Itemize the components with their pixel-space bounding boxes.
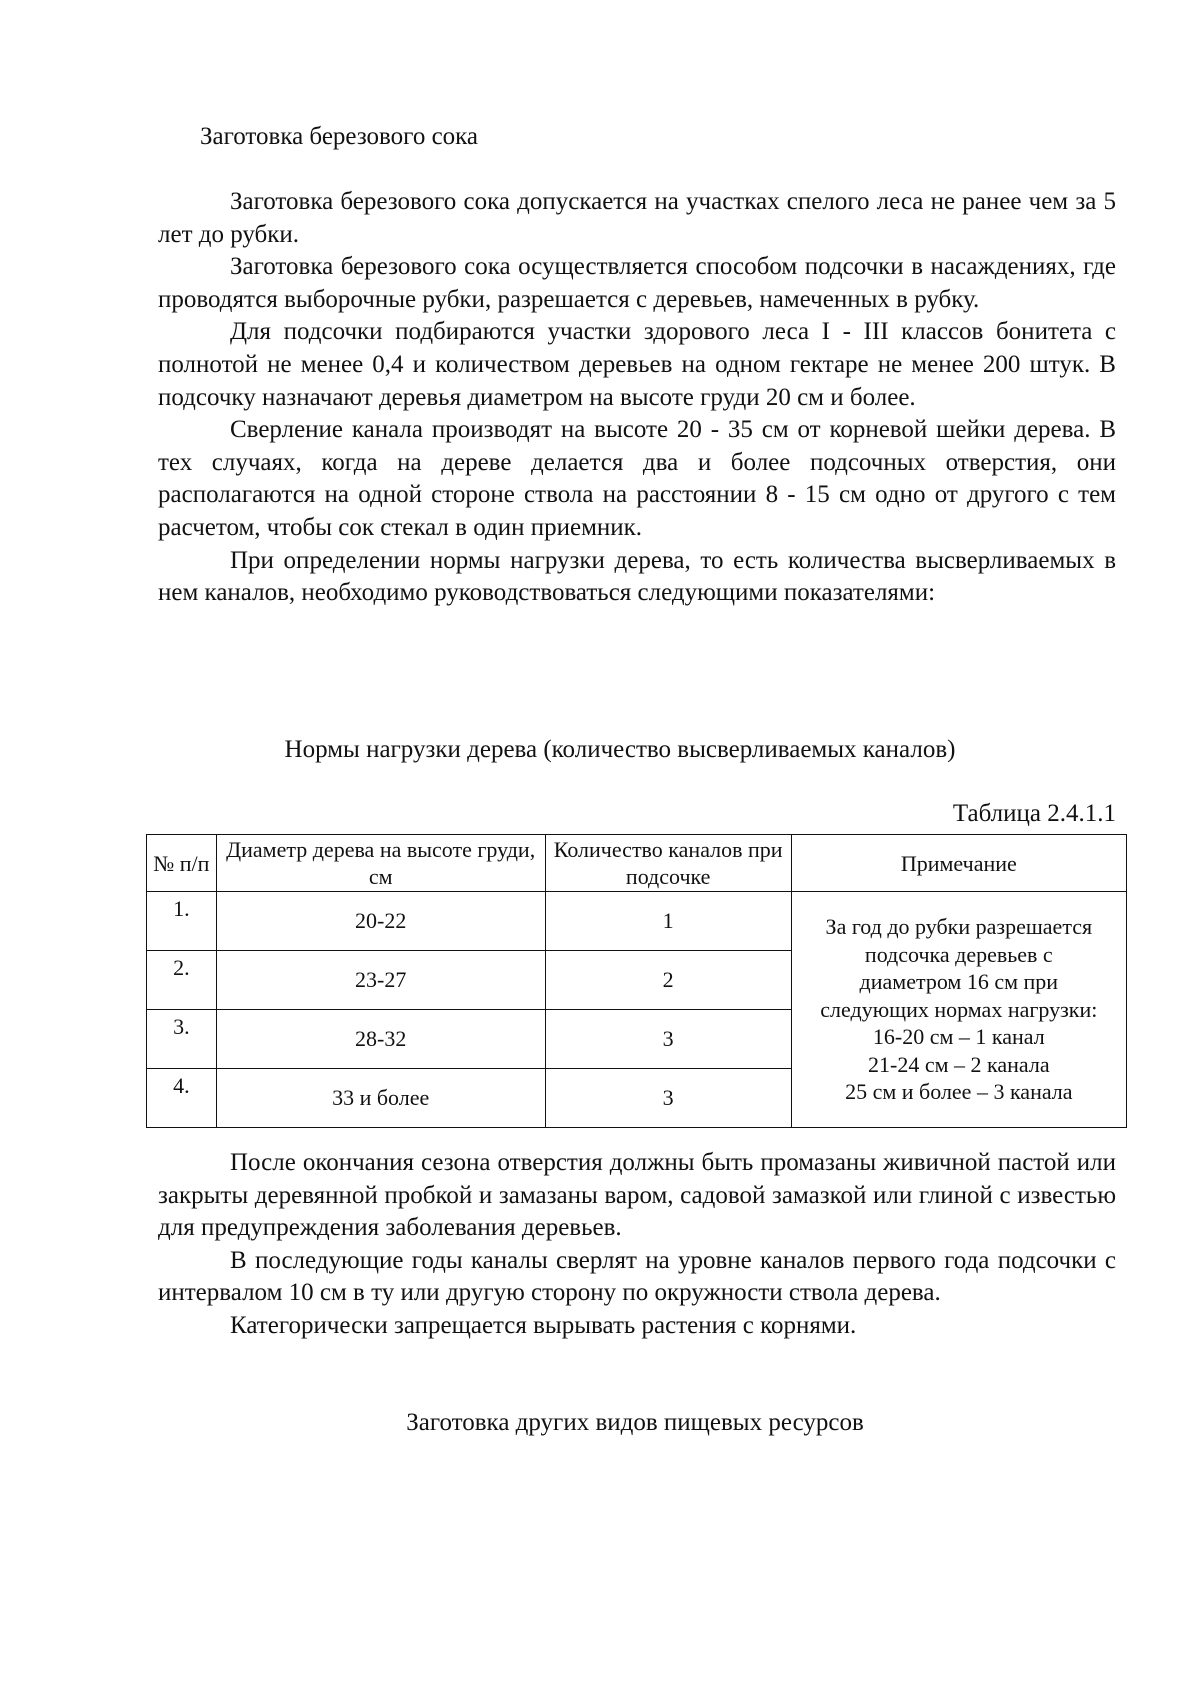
paragraph: В последующие годы каналы сверлят на уровне каналов первого года подсочки с интервалом 10 см в ту или другую сторону по окружности ствола дерева. xyxy=(158,1246,1116,1307)
section-title: Заготовка березового сока xyxy=(200,123,479,150)
paragraph: Заготовка березового сока допускается на участках спелого леса не ранее чем за 5 лет до рубки. xyxy=(158,188,1116,248)
row-diameter: 28-32 xyxy=(216,1010,545,1069)
section-subtitle: Заготовка других видов пищевых ресурсов xyxy=(406,1409,864,1436)
note-line: подсочка деревьев с xyxy=(864,941,1053,967)
paragraph: При определении нормы нагрузки дерева, то есть количества высверливаемых в нем каналов, необходимо руководствоваться следующими показателями: xyxy=(158,546,1116,607)
header-note: Примечание xyxy=(791,835,1126,892)
header-diameter: Диаметр дерева на высоте груди, см xyxy=(216,835,545,892)
row-channels: 3 xyxy=(545,1069,791,1128)
row-num: 3. xyxy=(147,1010,217,1069)
table-header-row xyxy=(147,835,1127,892)
paragraph: Заготовка березового сока осуществляется способом подсочки в насаждениях, где проводятся выборочные рубки, разрешается с деревьев, намеченных в рубку. xyxy=(158,253,1116,313)
row-num: 4. xyxy=(147,1069,217,1128)
paragraph: Для подсочки подбираются участки здорового леса I - III классов бонитета с полнотой не менее 0,4 и количеством деревьев на одном гектаре не менее 200 штук. В подсочку назначают деревья диаметром на высоте груди 20 см и более. xyxy=(158,318,1116,411)
note-line: За год до рубки разрешается xyxy=(825,914,1093,940)
row-diameter: 33 и более xyxy=(216,1069,545,1128)
note-line: следующих нормах нагрузки: xyxy=(820,996,1098,1022)
header-num: № п/п xyxy=(147,835,217,892)
row-channels: 3 xyxy=(545,1010,791,1069)
top-paragraphs xyxy=(158,186,1116,610)
bottom-paragraphs xyxy=(158,1147,1116,1343)
paragraph: Категорически запрещается вырывать растения с корнями. xyxy=(230,1311,857,1339)
row-channels: 2 xyxy=(545,951,791,1010)
note-line: 21-24 см – 2 канала xyxy=(868,1051,1050,1077)
header-channels: Количество каналов при подсочке xyxy=(545,835,791,892)
table-number: Таблица 2.4.1.1 xyxy=(952,800,1116,827)
note-line: 25 см и более – 3 канала xyxy=(845,1079,1073,1105)
row-diameter: 20-22 xyxy=(216,892,545,951)
table-caption: Нормы нагрузки дерева (количество высверливаемых каналов) xyxy=(284,736,956,763)
row-diameter: 23-27 xyxy=(216,951,545,1010)
paragraph: Сверление канала производят на высоте 20 - 35 см от корневой шейки дерева. В тех случаях, когда на дереве делается два и более подсочных отверстия, они располагаются на одной стороне ствола на расстоянии 8 - 15 см одно от другого с тем расчетом, чтобы сок стекал в один приемник. xyxy=(158,416,1116,541)
note-line: диаметром 16 см при xyxy=(859,969,1059,995)
note-cell xyxy=(791,892,1126,1128)
load-norms-table xyxy=(146,834,1127,1128)
note-line: 16-20 см – 1 канал xyxy=(872,1024,1045,1050)
row-channels: 1 xyxy=(545,892,791,951)
paragraph: После окончания сезона отверстия должны быть промазаны живичной пастой или закрыты деревянной пробкой и замазаны варом, садовой замазкой или глиной с известью для предупреждения заболевания деревьев. xyxy=(158,1149,1116,1242)
table-row xyxy=(147,892,1127,951)
row-num: 2. xyxy=(147,951,217,1010)
row-num: 1. xyxy=(147,892,217,951)
